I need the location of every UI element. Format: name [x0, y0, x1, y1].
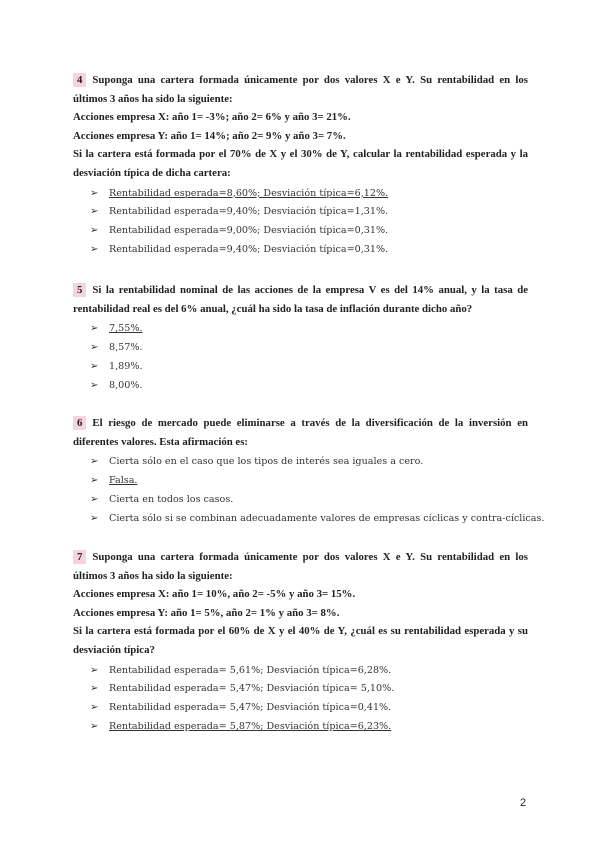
question-6-intro: 6 El riesgo de mercado puede eliminarse a través de la diversificación de la inversión en diferentes valores. Esta afirmación es: [73, 417, 528, 448]
question-number-badge: 7 [73, 550, 86, 564]
option-d[interactable]: ➢ 8,00%. [90, 377, 528, 396]
arrow-bullet-icon: ➢ [90, 664, 99, 676]
question-4-options [73, 185, 528, 261]
option-b[interactable]: ➢ Rentabilidad esperada=9,40%; Desviación típica=1,31%. [90, 203, 528, 222]
arrow-bullet-icon: ➢ [90, 475, 99, 487]
option-b[interactable]: ➢ Rentabilidad esperada= 5,47%; Desviación típica= 5,10%. [90, 680, 528, 699]
arrow-bullet-icon: ➢ [90, 379, 99, 391]
option-c[interactable]: ➢ Rentabilidad esperada=9,00%; Desviación típica=0,31%. [90, 222, 528, 241]
option-d[interactable]: ➢ Rentabilidad esperada=9,40%; Desviación típica=0,31%. [90, 241, 528, 260]
arrow-bullet-icon: ➢ [90, 361, 99, 372]
question-4-data-y: Acciones empresa Y: año 1= 14%; año 2= 9% y año 3= 7%. [73, 129, 346, 142]
question-4-data-x: Acciones empresa X: año 1= -3%; año 2= 6% y año 3= 21%. [73, 111, 351, 124]
option-b[interactable]: ➢ Falsa. [90, 472, 528, 491]
arrow-bullet-icon: ➢ [90, 702, 99, 714]
arrow-bullet-icon: ➢ [90, 456, 99, 468]
arrow-bullet-icon: ➢ [90, 494, 99, 505]
arrow-bullet-icon: ➢ [90, 206, 99, 218]
question-4 [73, 71, 528, 260]
question-5-options [73, 320, 528, 396]
option-b[interactable]: ➢ 8,57%. [90, 339, 528, 358]
question-5 [73, 281, 528, 396]
option-c[interactable]: ➢ Rentabilidad esperada= 5,47%; Desviación típica=0,41%. [90, 699, 528, 718]
option-c[interactable]: ➢ 1,89%. [90, 358, 528, 377]
question-4-question: Si la cartera está formada por el 70% de X y el 30% de Y, calcular la rentabilidad esperada y la desviación típica de dicha cartera: [73, 148, 528, 179]
question-6 [73, 414, 545, 529]
question-7-options [73, 662, 528, 738]
arrow-bullet-icon: ➢ [90, 244, 99, 256]
question-7-data-x: Acciones empresa X: año 1= 10%, año 2= -5% y año 3= 15%. [73, 588, 356, 601]
question-7 [73, 548, 528, 737]
question-5-intro: 5 Si la rentabilidad nominal de las acciones de la empresa V es del 14% anual, y la tasa de rentabilidad real es del 6% anual, ¿cuál ha sido la tasa de inflación durante dicho año? [73, 284, 528, 315]
option-a[interactable]: ➢ 7,55%. [90, 320, 528, 339]
arrow-bullet-icon: ➢ [90, 323, 99, 335]
option-a[interactable]: ➢ Rentabilidad esperada=8,60%; Desviación típica=6,12%. [90, 185, 528, 204]
option-d[interactable]: ➢ Rentabilidad esperada= 5,87%; Desviación típica=6,23%. [90, 718, 528, 737]
question-4-intro: 4 Suponga una cartera formada únicamente por dos valores X e Y. Su rentabilidad en los últimos 3 años ha sido la siguiente: [73, 74, 528, 105]
question-number-badge: 5 [73, 283, 86, 297]
question-number-badge: 4 [73, 73, 86, 87]
option-a[interactable]: ➢ Cierta sólo en el caso que los tipos de interés sea iguales a cero. [90, 453, 528, 472]
arrow-bullet-icon: ➢ [90, 342, 99, 354]
option-d[interactable]: ➢ Cierta sólo si se combinan adecuadamente valores de empresas cíclicas y contra-cíclicas. [90, 510, 528, 529]
option-c[interactable]: ➢ Cierta en todos los casos. [90, 491, 528, 510]
arrow-bullet-icon: ➢ [90, 187, 99, 199]
arrow-bullet-icon: ➢ [90, 512, 99, 524]
question-7-data-y: Acciones empresa Y: año 1= 5%, año 2= 1% y año 3= 8%. [73, 606, 340, 619]
arrow-bullet-icon: ➢ [90, 225, 99, 237]
page-number: 2 [520, 797, 527, 809]
arrow-bullet-icon: ➢ [90, 721, 99, 733]
arrow-bullet-icon: ➢ [90, 683, 99, 695]
question-6-options [73, 453, 545, 529]
option-a[interactable]: ➢ Rentabilidad esperada= 5,61%; Desviación típica=6,28%. [90, 662, 528, 681]
question-number-badge: 6 [73, 416, 86, 430]
question-7-question: Si la cartera está formada por el 60% de X y el 40% de Y, ¿cuál es su rentabilidad esperada y su desviación típica? [73, 625, 528, 656]
question-7-intro: 7 Suponga una cartera formada únicamente por dos valores X e Y. Su rentabilidad en los últimos 3 años ha sido la siguiente: [73, 551, 528, 582]
